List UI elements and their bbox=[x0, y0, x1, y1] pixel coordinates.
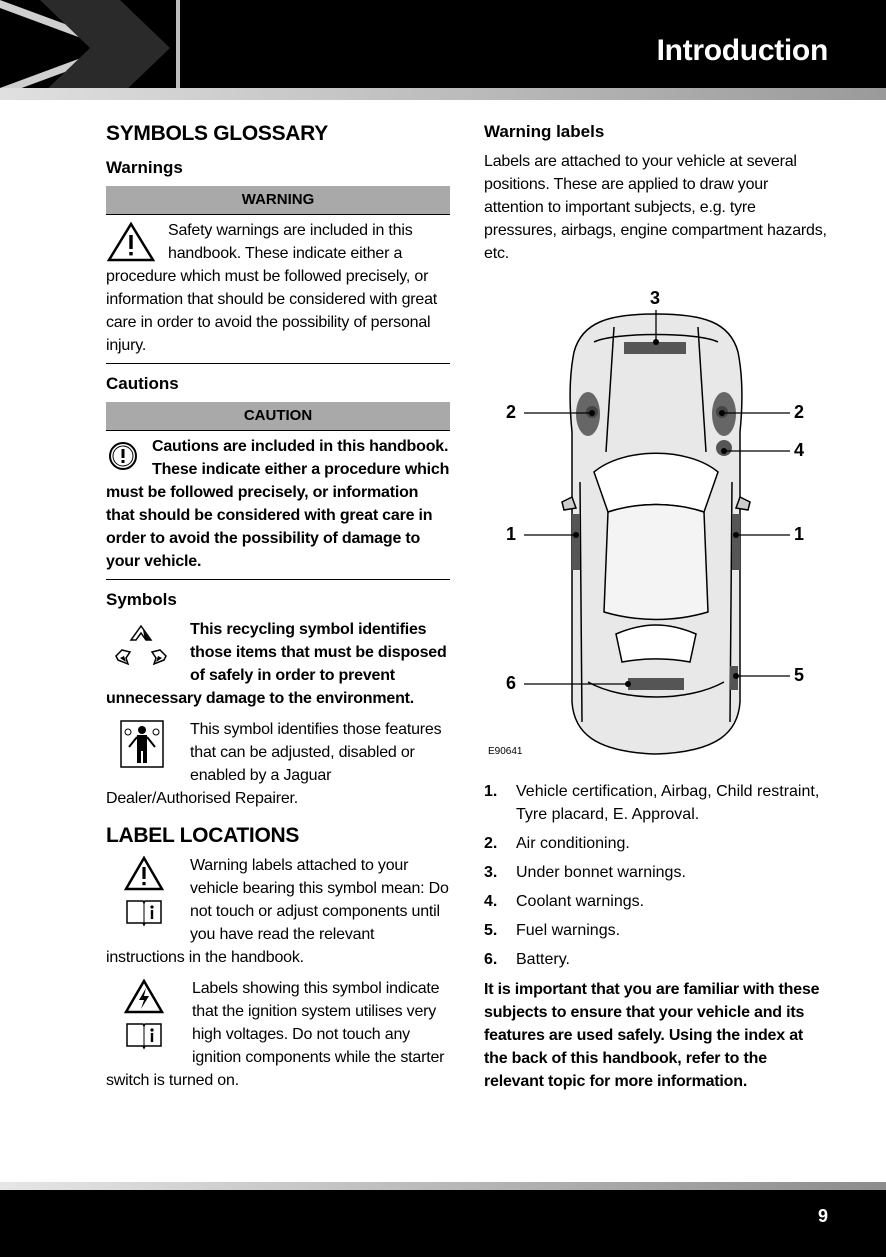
chevron-graphic bbox=[0, 0, 190, 96]
list-number: 5. bbox=[484, 922, 498, 939]
warning-label-text: Warning labels attached to your vehicle bearing this symbol mean: Do not touch or adjust components until you have read the relevant instructions in the handbook. bbox=[106, 857, 449, 966]
icon-stack bbox=[124, 979, 164, 1055]
list-text: Air conditioning. bbox=[516, 835, 630, 852]
warning-labels-heading: Warning labels bbox=[484, 122, 605, 141]
dealer-entry bbox=[106, 718, 450, 810]
list-item bbox=[484, 948, 828, 971]
ignition-entry bbox=[106, 977, 450, 1092]
label-list bbox=[484, 780, 828, 977]
high-voltage-icon bbox=[124, 979, 164, 1015]
page-footer bbox=[0, 1182, 886, 1257]
list-number: 1. bbox=[484, 783, 498, 800]
right-column bbox=[484, 118, 828, 265]
diagram-label-1-right: 1 bbox=[794, 524, 805, 544]
recycle-text: This recycling symbol identifies those items that must be disposed of safely in order to prevent unnecessary damage to the environment. bbox=[106, 621, 447, 707]
warnings-heading: Warnings bbox=[106, 158, 183, 177]
dealer-icon bbox=[120, 720, 164, 768]
list-number: 4. bbox=[484, 893, 498, 910]
left-column bbox=[106, 118, 450, 1092]
car-label-diagram bbox=[484, 282, 828, 762]
ignition-text: Labels showing this symbol indicate that the ignition system utilises very high voltages. Do not touch any ignition components while the starter switch is turned on. bbox=[106, 980, 445, 1089]
recycle-entry bbox=[106, 618, 450, 710]
dealer-text: This symbol identifies those features that can be adjusted, disabled or enabled by a Jaguar Dealer/Authorised Repairer. bbox=[106, 721, 442, 807]
list-item bbox=[484, 780, 828, 826]
diagram-label-1-left: 1 bbox=[506, 524, 517, 544]
header-stripe bbox=[0, 88, 886, 100]
list-number: 2. bbox=[484, 835, 498, 852]
page-number: 9 bbox=[817, 1206, 828, 1226]
list-text: Battery. bbox=[516, 951, 570, 968]
diagram-label-2-right: 2 bbox=[794, 402, 805, 422]
handbook-icon bbox=[124, 1020, 164, 1050]
list-item bbox=[484, 919, 828, 942]
list-item bbox=[484, 890, 828, 913]
section-title: Introduction bbox=[656, 34, 828, 67]
list-number: 6. bbox=[484, 951, 498, 968]
diagram-label-3: 3 bbox=[650, 288, 661, 308]
diagram-label-5: 5 bbox=[794, 665, 805, 685]
figure-code: E90641 bbox=[488, 746, 523, 757]
list-text: Coolant warnings. bbox=[516, 893, 645, 910]
footer-stripe bbox=[0, 1182, 886, 1190]
symbols-glossary-title: SYMBOLS GLOSSARY bbox=[106, 122, 328, 145]
list-text: Under bonnet warnings. bbox=[516, 864, 686, 881]
warning-label-entry bbox=[106, 854, 450, 969]
list-item bbox=[484, 832, 828, 855]
page-header bbox=[0, 0, 886, 96]
warning-box bbox=[106, 214, 450, 364]
list-number: 3. bbox=[484, 864, 498, 881]
caution-box bbox=[106, 430, 450, 580]
recycle-icon bbox=[106, 620, 176, 670]
list-item bbox=[484, 861, 828, 884]
warning-labels-text: Labels are attached to your vehicle at several positions. These are applied to draw your attention to important subjects, e.g. tyre pressures, airbags, engine compartment hazards, etc. bbox=[484, 153, 827, 262]
caution-text: Cautions are included in this handbook. These indicate either a procedure which must be followed precisely, or information that should be considered with great care in order to avoid the possibility of damage to your vehicle. bbox=[106, 438, 450, 570]
list-text: Vehicle certification, Airbag, Child restraint, Tyre placard, E. Approval. bbox=[516, 783, 820, 823]
warning-triangle-icon bbox=[106, 221, 156, 263]
car-top-view bbox=[484, 282, 828, 762]
diagram-label-4: 4 bbox=[794, 440, 805, 460]
cautions-heading: Cautions bbox=[106, 374, 179, 393]
label-locations-title: LABEL LOCATIONS bbox=[106, 824, 300, 847]
warning-triangle-icon bbox=[124, 856, 164, 892]
icon-stack bbox=[124, 856, 164, 932]
warning-box-title: WARNING bbox=[106, 186, 450, 214]
handbook-icon bbox=[124, 897, 164, 927]
diagram-label-6: 6 bbox=[506, 673, 517, 693]
symbols-heading: Symbols bbox=[106, 590, 177, 609]
warning-text: Safety warnings are included in this handbook. These indicate either a procedure which must be followed precisely, or information that should be considered with great care in order to avoid the possibility of personal injury. bbox=[106, 222, 438, 354]
list-text: Fuel warnings. bbox=[516, 922, 621, 939]
caution-icon bbox=[106, 441, 140, 471]
caution-box-title: CAUTION bbox=[106, 402, 450, 430]
closing-paragraph: It is important that you are familiar with these subjects to ensure that your vehicle and its features are used safely. Using the index at the back of this handbook, refer to the relevant topic for more information. bbox=[484, 981, 820, 1090]
diagram-label-2-left: 2 bbox=[506, 402, 517, 422]
